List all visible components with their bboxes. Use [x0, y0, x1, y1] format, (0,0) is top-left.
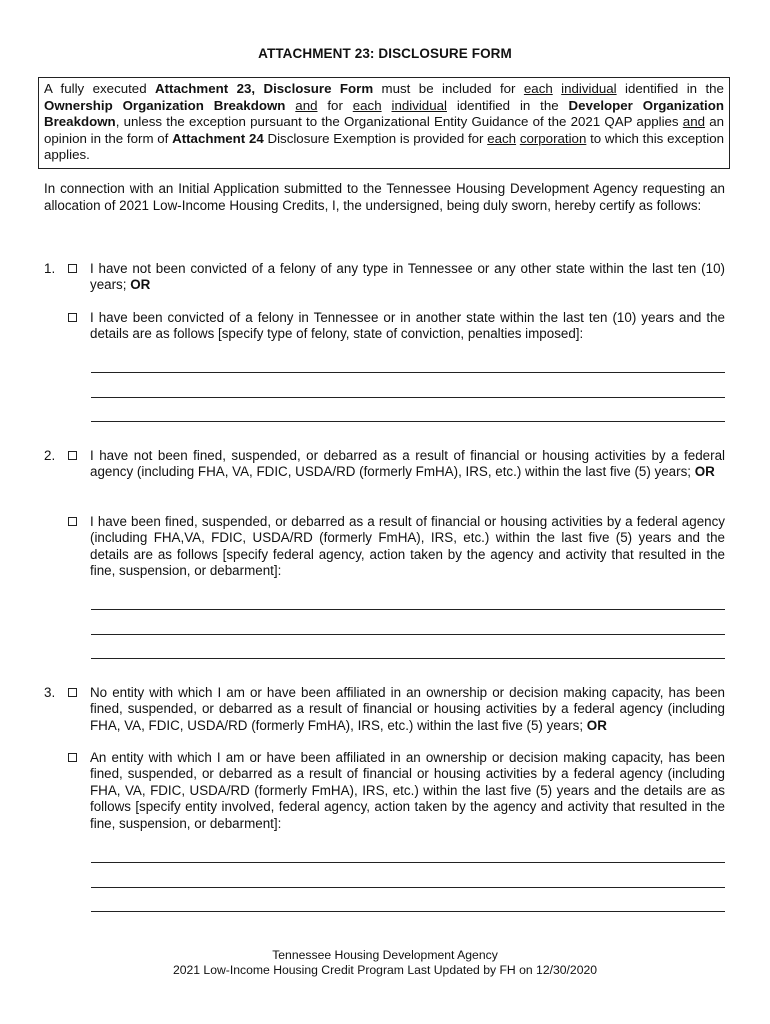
item-number: 3. [44, 685, 56, 700]
or-label: OR [130, 277, 151, 293]
item-3-option-b-checkbox[interactable] [68, 753, 77, 762]
item-2-details-line[interactable] [91, 634, 725, 635]
item-3-details-line[interactable] [91, 911, 725, 912]
item-1-details-line[interactable] [91, 372, 725, 373]
option-text: I have not been convicted of a felony of any type in Tennessee or any other state within the last ten (10) years; [90, 261, 725, 293]
notice-text: to which this exception applies. [44, 130, 724, 163]
notice-text [285, 98, 295, 113]
page-title: ATTACHMENT 23: DISCLOSURE FORM [258, 46, 512, 61]
notice-bold: Attachment 23, Disclosure Form [155, 81, 374, 96]
item-2-option-b-text: I have been fined, suspended, or debarred as a result of financial or housing activities by a federal agency (including FHA,VA, FDIC, USDA/RD (formerly FmHA), IRS, etc.) within the last five (5) years and the details are as follows [specify federal agency, action taken by the agency and activity that resulted in the fine, suspension, or debarment]: [90, 514, 725, 579]
notice-text [553, 81, 561, 96]
item-2-option-b-checkbox[interactable] [68, 517, 77, 526]
item-1-details-line[interactable] [91, 397, 725, 398]
notice-underlined: and [295, 97, 318, 113]
item-3-details-line[interactable] [91, 862, 725, 863]
item-2-details-line[interactable] [91, 609, 725, 610]
notice-text: must be included for [373, 81, 524, 96]
notice-underlined: each [523, 81, 553, 96]
notice-text: for [317, 97, 353, 113]
item-number: 1. [44, 261, 56, 276]
notice-bold: Ownership Organization Breakdown [44, 97, 286, 113]
or-label: OR [586, 717, 607, 733]
item-3-option-b-text: An entity with which I am or have been affiliated in an ownership or decision making capacity, has been fined, suspended, or debarred as a result of financial or housing activities by a federal agency (including FHA, VA, FDIC, USDA/RD (formerly FmHA), IRS, etc.) within the last five (5) years and the details are as follows [specify entity involved, federal agency, action taken by the agency and activity that resulted in the fine, suspension, or debarment]: [90, 750, 725, 831]
item-1-option-a-checkbox[interactable] [68, 264, 77, 273]
instructions-box [38, 77, 730, 169]
item-2-details-line[interactable] [91, 658, 725, 659]
notice-text: Disclosure Exemption is provided for [263, 130, 488, 146]
notice-underlined: individual [561, 81, 617, 96]
notice-underlined: and [682, 114, 705, 130]
notice-text: , unless the exception pursuant to the Organizational Entity Guidance of the 2021 QAP applies [115, 114, 683, 130]
notice-text [382, 98, 392, 113]
notice-text: identified in the [446, 97, 569, 113]
item-1-details-line[interactable] [91, 421, 725, 422]
notice-text: identified in the [616, 81, 724, 96]
item-1-option-b-checkbox[interactable] [68, 313, 77, 322]
item-number: 2. [44, 448, 56, 463]
notice-underlined: corporation [519, 130, 587, 146]
option-text: No entity with which I am or have been affiliated in an ownership or decision making capacity, has been fined, suspended, or debarred as a result of financial or housing activities by a federal agency (including FHA, VA, FDIC, USDA/RD (formerly FmHA), IRS, etc.) within the last five (5) years; [90, 685, 725, 733]
item-2-option-a-text [90, 448, 725, 481]
notice-bold: Attachment 24 [172, 130, 264, 146]
notice-text: A fully executed [44, 81, 156, 96]
item-1-option-b-text: I have been convicted of a felony in Tennessee or in another state within the last ten (10) years and the details are as follows [specify type of felony, state of conviction, penalties imposed]: [90, 310, 725, 342]
notice-underlined: each [487, 130, 517, 146]
item-2-option-a-checkbox[interactable] [68, 451, 77, 460]
item-3-option-a-checkbox[interactable] [68, 688, 77, 697]
notice-bold: Developer Organization Breakdown [44, 97, 724, 130]
item-3-option-a-text [90, 685, 725, 734]
option-text: I have not been fined, suspended, or debarred as a result of financial or housing activities by a federal agency (including FHA, VA, FDIC, USDA/RD (formerly FmHA), IRS, etc.) within the last five (5) years; [90, 448, 725, 480]
notice-text: an opinion in the form of [44, 114, 724, 146]
intro-paragraph: In connection with an Initial Application submitted to the Tennessee Housing Development Agency requesting an allocation of 2021 Low-Income Housing Credits, I, the undersigned, being duly sworn, hereby certify as follows: [44, 181, 725, 213]
footer-program-updated: 2021 Low-Income Housing Credit Program Last Updated by FH on 12/30/2020 [172, 963, 598, 977]
notice-underlined: each [352, 97, 382, 113]
or-label: OR [694, 464, 715, 480]
footer-agency: Tennessee Housing Development Agency [272, 948, 498, 962]
item-3-details-line[interactable] [91, 887, 725, 888]
notice-underlined: individual [391, 97, 447, 113]
item-1-option-a-text [90, 261, 725, 294]
